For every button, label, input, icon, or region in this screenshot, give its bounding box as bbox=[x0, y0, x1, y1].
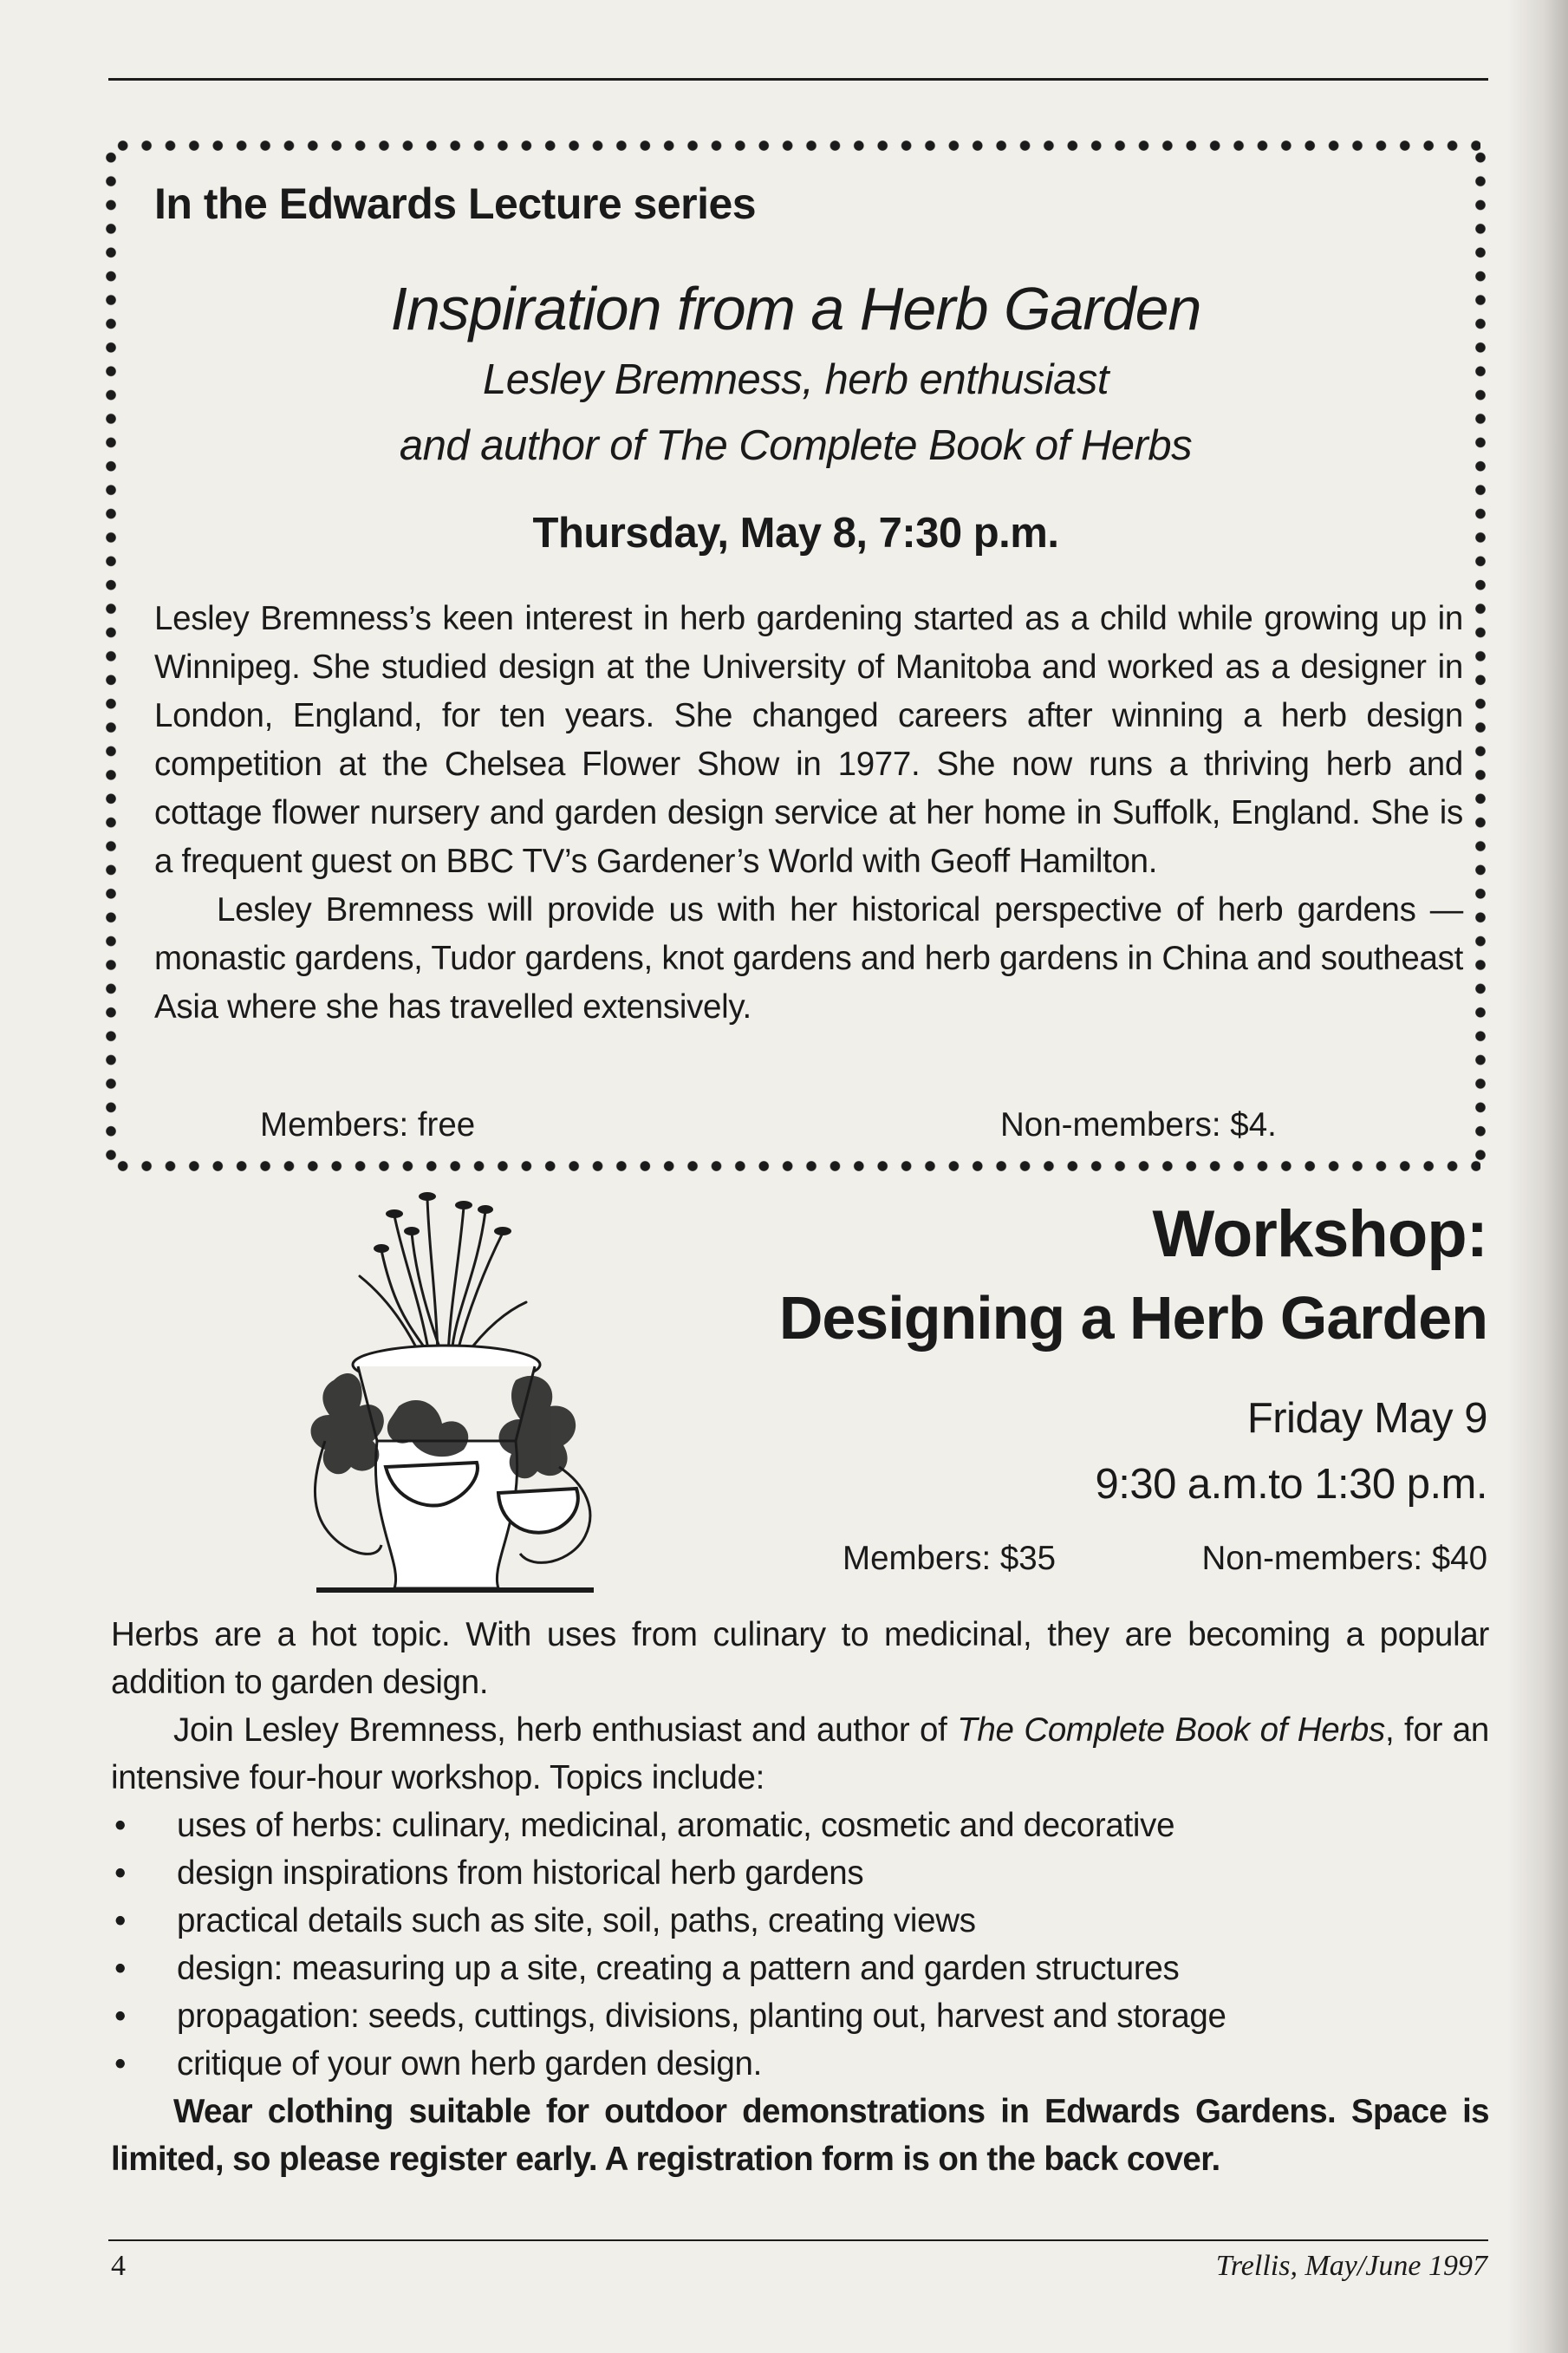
lecture-nonmembers-fee: Non-members: $4. bbox=[1000, 1106, 1277, 1144]
workshop-date: Friday May 9 bbox=[1246, 1395, 1487, 1442]
list-item: • uses of herbs: culinary, medicinal, aromatic, cosmetic and decorative bbox=[111, 1802, 1489, 1849]
page-edge-shadow bbox=[1507, 0, 1568, 2353]
workshop-label: Workshop: bbox=[1152, 1197, 1487, 1271]
lecture-title: Inspiration from a Herb Garden bbox=[390, 275, 1201, 342]
lecture-members-fee: Members: free bbox=[260, 1106, 476, 1144]
list-item: • critique of your own herb garden design. bbox=[111, 2040, 1489, 2088]
lecture-datetime: Thursday, May 8, 7:30 p.m. bbox=[532, 510, 1059, 557]
dotted-border-top bbox=[111, 140, 1480, 151]
list-item: • design inspirations from historical herb gardens bbox=[111, 1849, 1489, 1897]
herb-planters-illustration bbox=[299, 1181, 628, 1604]
lecture-announcement-box bbox=[111, 146, 1480, 1166]
list-item: • propagation: seeds, cuttings, divisions, planting out, harvest and storage bbox=[111, 1992, 1489, 2040]
workshop-join-text-end: , for an intensive four-hour workshop. Topics include: bbox=[111, 1711, 1489, 1796]
workshop-time: 9:30 a.m.to 1:30 p.m. bbox=[1095, 1461, 1487, 1508]
lecture-series-label: In the Edwards Lecture series bbox=[154, 179, 757, 228]
lecture-description bbox=[154, 595, 1463, 1032]
list-item: • practical details such as site, soil, paths, creating views bbox=[111, 1897, 1489, 1945]
workshop-nonmembers-fee: Non-members: $40 bbox=[1201, 1540, 1487, 1577]
workshop-description bbox=[111, 1611, 1489, 2183]
lecture-bio-paragraph: Lesley Bremness will provide us with her historical perspective of herb gardens — monastic gardens, Tudor gardens, knot gardens and herb gardens in China and southeast Asia where she has travelled extensively. bbox=[154, 891, 1463, 1026]
workshop-topics-list bbox=[111, 1802, 1489, 2088]
book-title: The Complete Book of Herbs bbox=[957, 1711, 1385, 1749]
dotted-border-bottom bbox=[111, 1161, 1480, 1171]
lecture-speaker: Lesley Bremness, herb enthusiast bbox=[482, 356, 1109, 403]
lecture-speaker-credentials: and author of The Complete Book of Herbs bbox=[399, 422, 1193, 469]
page-number: 4 bbox=[111, 2250, 126, 2282]
list-item: • design: measuring up a site, creating a pattern and garden structures bbox=[111, 1945, 1489, 1992]
workshop-intro: Herbs are a hot topic. With uses from culinary to medicinal, they are becoming a popular addition to garden design. bbox=[111, 1616, 1489, 1701]
publication-footer: Trellis, May/June 1997 bbox=[1215, 2250, 1487, 2282]
workshop-closing-note: Wear clothing suitable for outdoor demonstrations in Edwards Gardens. Space is limited, so please register early. A registration form is on the back cover. bbox=[111, 2093, 1489, 2178]
bottom-rule bbox=[108, 2239, 1488, 2241]
workshop-members-fee: Members: $35 bbox=[843, 1540, 1057, 1577]
top-rule bbox=[108, 78, 1488, 81]
workshop-join-text: Join Lesley Bremness, herb enthusiast and author of bbox=[173, 1711, 958, 1749]
workshop-join-paragraph bbox=[111, 1706, 1489, 1802]
lecture-bio-paragraph: Lesley Bremness’s keen interest in herb gardening started as a child while growing up in Winnipeg. She studied design at the University of Manitoba and worked as a designer in London, England, for ten years. She changed careers after winning a herb design competition at the Chelsea Flower Show in 1977. She now runs a thriving herb and cottage flower nursery and garden design service at her home in Suffolk, England. She is a frequent guest on BBC TV’s Gardener’s World with Geoff Hamilton. bbox=[154, 600, 1463, 880]
workshop-title: Designing a Herb Garden bbox=[778, 1284, 1487, 1352]
